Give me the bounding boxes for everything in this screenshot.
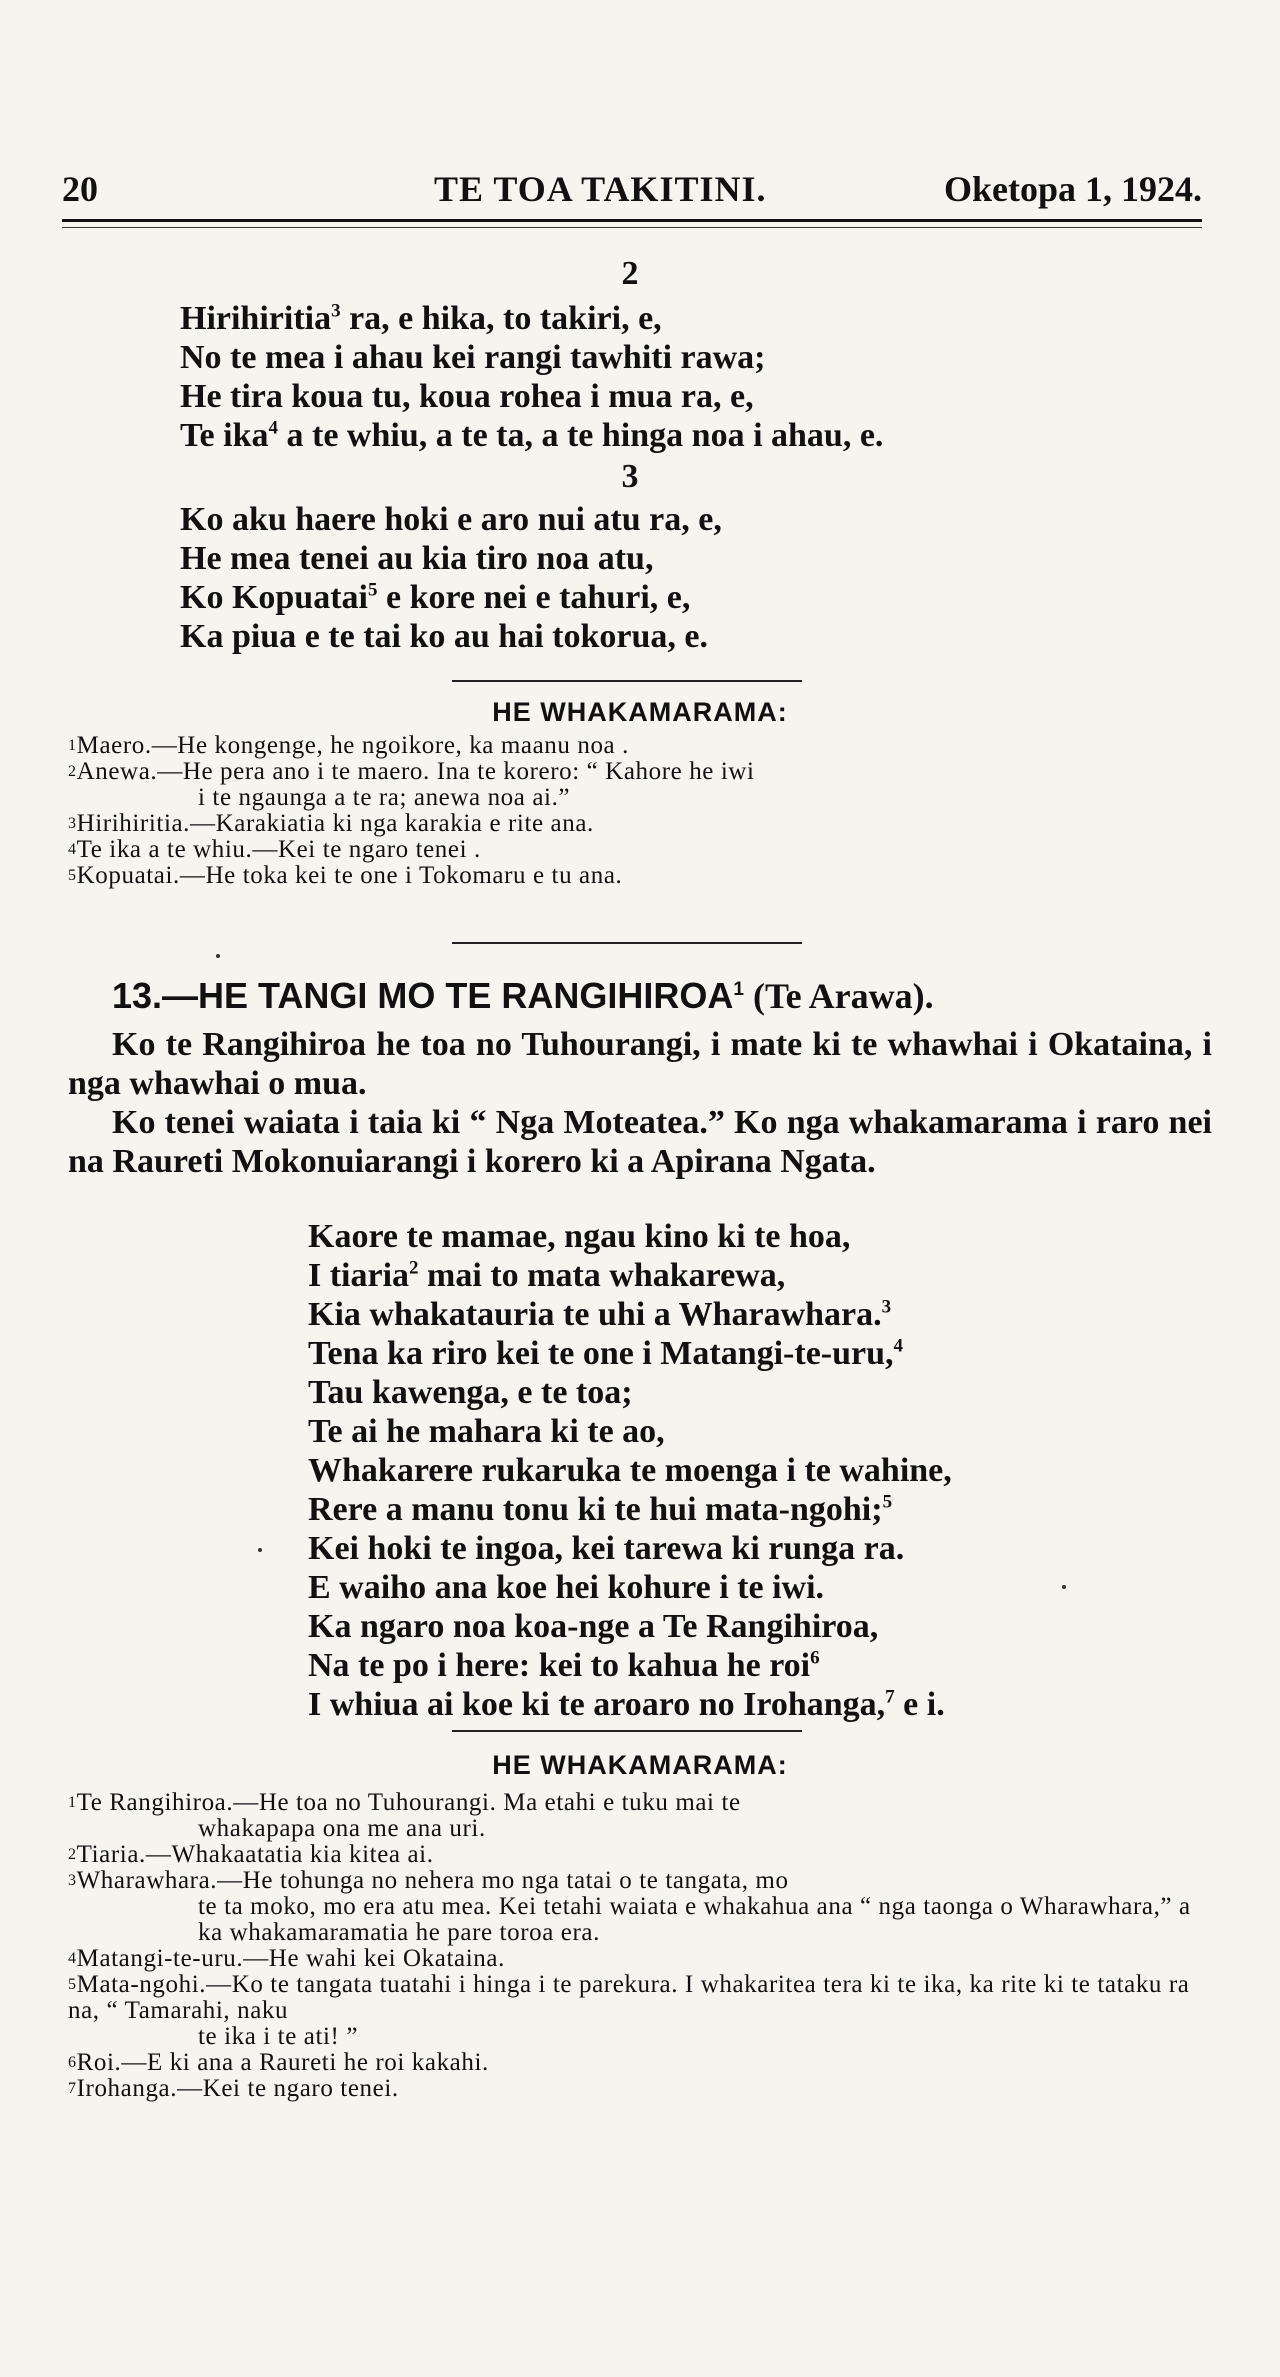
verse-line — [180, 416, 883, 455]
print-speck — [258, 1548, 262, 1552]
section-divider — [452, 942, 802, 944]
footnote — [68, 2076, 1212, 2102]
verse-text: Te ika — [180, 417, 269, 454]
verse-line — [308, 1412, 952, 1451]
verse-text: Kaore te mamae, ngau kino ki te hoa, — [308, 1218, 851, 1255]
paragraph: Ko te Rangihiroa he toa no Tuhourangi, i mate ki te whawhai i Okataina, i nga whawhai o mua. — [68, 1026, 1212, 1102]
verse-line — [308, 1256, 952, 1295]
verse-line — [308, 1568, 952, 1607]
footnote-marker: 3 — [331, 300, 341, 322]
verse-text: I tiaria — [308, 1257, 410, 1294]
stanza-2 — [180, 299, 883, 455]
verse-line — [308, 1490, 952, 1529]
verse-text: a te whiu, a te ta, a te hinga noa i ahau, e. — [278, 417, 884, 454]
verse-text: ra, e hika, to takiri, e, — [340, 300, 662, 337]
section-divider — [452, 680, 802, 682]
verse-line — [308, 1451, 952, 1490]
verse-line — [180, 377, 883, 416]
verse-text: I whiua ai koe ki te aroaro no Irohanga, — [308, 1686, 886, 1723]
verse-text: Kei hoki te ingoa, kei tarewa ki runga ra. — [308, 1530, 905, 1567]
notes-heading: HE WHAKAMARAMA: — [492, 697, 788, 727]
footnote-text: Te Rangihiroa.—He toa no Tuhourangi. Ma etahi e tuku mai te — [76, 1789, 741, 1816]
lament-poem — [308, 1217, 952, 1724]
verse-line — [180, 299, 883, 338]
verse-line — [308, 1646, 952, 1685]
paragraph: Ko tenei waiata i taia ki “ Nga Moteatea.” Ko nga whakamarama i raro nei na Raureti Mokonuiarangi i korero ki a Apirana Ngata. — [68, 1104, 1212, 1180]
footnote-continuation: te ika i te ati! ” — [198, 2023, 359, 2050]
footnote-number: 2 — [68, 763, 77, 780]
section-title-tribe: (Te Arawa). — [743, 976, 934, 1016]
verse-text: Ko aku haere hoki e aro nui atu ra, e, — [180, 501, 722, 538]
section-title-text: 13.—HE TANGI MO TE RANGIHIROA — [112, 975, 734, 1016]
verse-text: He tira koua tu, koua rohea i mua ra, e, — [180, 378, 754, 415]
footnote-number: 3 — [68, 1872, 77, 1889]
footnote — [68, 1790, 1212, 1842]
footnote-number: 5 — [68, 867, 77, 884]
footnote — [68, 1842, 1212, 1868]
verse-line — [308, 1295, 952, 1334]
verse-text: He mea tenei au kia tiro noa atu, — [180, 540, 654, 577]
footnote — [68, 759, 1212, 811]
print-speck — [216, 954, 220, 958]
verse-line — [308, 1607, 952, 1646]
footnote-number: 1 — [68, 737, 77, 754]
footnote-marker: 2 — [409, 1257, 419, 1279]
verse-line — [180, 578, 722, 617]
footnote-text: Te ika a te whiu.—Kei te ngaro tenei . — [76, 836, 481, 863]
stanza-number: 3 — [621, 458, 639, 495]
section-title — [112, 975, 934, 1017]
verse-text: E waiho ana koe hei kohure i te iwi. — [308, 1569, 825, 1606]
footnote-continuation: te ta moko, mo era atu mea. Kei tetahi waiata e whakahua ana “ nga taonga o Wharawhara,” a ka whakamaramatia he pare toroa era. — [198, 1893, 1191, 1946]
footnote-marker: 6 — [810, 1647, 820, 1669]
footnote-text: Mata-ngohi.—Ko te tangata tuatahi i hinga i te parekura. I whakaritea tera ki te ika, ka rite ki te tataku ra na, “ Tamarahi, naku — [68, 1971, 1190, 2024]
footnote-text: Roi.—E ki ana a Raureti he roi kakahi. — [76, 2049, 489, 2076]
footnote — [68, 1868, 1212, 1946]
footnote-number: 4 — [68, 1950, 77, 1967]
footnote-number: 5 — [68, 1976, 77, 1993]
header-rule-thin — [62, 227, 1202, 228]
footnote-marker: 5 — [882, 1491, 893, 1513]
footnote-text: Matangi-te-uru.—He wahi kei Okataina. — [76, 1945, 505, 1972]
stanza-number: 2 — [621, 255, 639, 292]
footnote — [68, 2050, 1212, 2076]
verse-text: Ka ngaro noa koa-nge a Te Rangihiroa, — [308, 1608, 879, 1645]
footnote-number: 6 — [68, 2054, 77, 2071]
verse-line — [180, 617, 722, 656]
verse-text: e kore nei e tahuri, e, — [377, 579, 691, 616]
verse-text: mai to mata whakarewa, — [418, 1257, 786, 1294]
footnote — [68, 811, 1212, 837]
header-rule-thick — [62, 219, 1202, 222]
footnote — [68, 1972, 1212, 2050]
verse-text: Te ai he mahara ki te ao, — [308, 1413, 665, 1450]
stanza-3 — [180, 500, 722, 656]
verse-line — [308, 1529, 952, 1568]
verse-text: Tena ka riro kei te one i Matangi-te-uru, — [308, 1335, 894, 1372]
footnote — [68, 837, 1212, 863]
section-divider — [452, 1730, 802, 1732]
publication-title: TE TOA TAKITINI. — [434, 169, 767, 209]
print-speck — [1062, 1585, 1066, 1589]
verse-line — [308, 1685, 952, 1724]
footnote-number: 4 — [68, 841, 77, 858]
footnote-continuation: whakapapa ona me ana uri. — [198, 1815, 486, 1842]
verse-text: Tau kawenga, e te toa; — [308, 1374, 633, 1411]
verse-line — [308, 1217, 952, 1256]
verse-text: Whakarere rukaruka te moenga i te wahine, — [308, 1452, 952, 1489]
footnote-text: Hirihiritia.—Karakiatia ki nga karakia e rite ana. — [76, 810, 594, 837]
verse-line — [180, 500, 722, 539]
verse-line — [180, 539, 722, 578]
verse-text: Na te po i here: kei to kahua he roi — [308, 1647, 811, 1684]
footnote-text: Irohanga.—Kei te ngaro tenei. — [76, 2075, 399, 2102]
issue-date: Oketopa 1, 1924. — [943, 169, 1202, 209]
footnote — [68, 1946, 1212, 1972]
verse-text: No te mea i ahau kei rangi tawhiti rawa; — [180, 339, 766, 376]
footnote-text: Maero.—He kongenge, he ngoikore, ka maanu noa . — [76, 732, 629, 759]
verse-text: Ka piua e te tai ko au hai tokorua, e. — [180, 618, 708, 655]
footnote-marker: 4 — [268, 417, 279, 439]
footnote-number: 3 — [68, 815, 77, 832]
verse-text: e i. — [894, 1686, 945, 1723]
notes-list — [68, 1790, 1212, 2102]
footnote-text: Kopuatai.—He toka kei te one i Tokomaru e tu ana. — [76, 862, 623, 889]
footnote-text: Wharawhara.—He tohunga no nehera mo nga tatai o te tangata, mo — [76, 1867, 789, 1894]
footnote-marker: 7 — [885, 1686, 895, 1708]
footnote-number: 1 — [68, 1794, 77, 1811]
verse-line — [180, 338, 883, 377]
footnote-continuation: i te ngaunga a te ra; anewa noa ai.” — [198, 784, 571, 811]
verse-line — [308, 1373, 952, 1412]
footnote-text: Anewa.—He pera ano i te maero. Ina te korero: “ Kahore he iwi — [76, 758, 755, 785]
section-intro — [68, 1025, 1212, 1181]
footnote-marker: 3 — [881, 1296, 892, 1318]
notes-heading: HE WHAKAMARAMA: — [492, 1750, 788, 1780]
footnote — [68, 863, 1212, 889]
footnote — [68, 733, 1212, 759]
verse-line — [308, 1334, 952, 1373]
notes-list — [68, 733, 1212, 889]
footnote-marker: 4 — [893, 1335, 904, 1357]
verse-text: Rere a manu tonu ki te hui mata-ngohi; — [308, 1491, 883, 1528]
verse-text: Kia whakatauria te uhi a Wharawhara. — [308, 1296, 882, 1333]
footnote-number: 2 — [68, 1846, 77, 1863]
footnote-text: Tiaria.—Whakaatatia kia kitea ai. — [76, 1841, 434, 1868]
verse-text: Hirihiritia — [180, 300, 332, 337]
verse-text: Ko Kopuatai — [180, 579, 368, 616]
running-header — [62, 168, 1202, 214]
section-title-footnote: 1 — [733, 979, 744, 1000]
footnote-marker: 5 — [367, 579, 378, 601]
page-number: 20 — [62, 169, 98, 209]
footnote-number: 7 — [68, 2080, 77, 2097]
